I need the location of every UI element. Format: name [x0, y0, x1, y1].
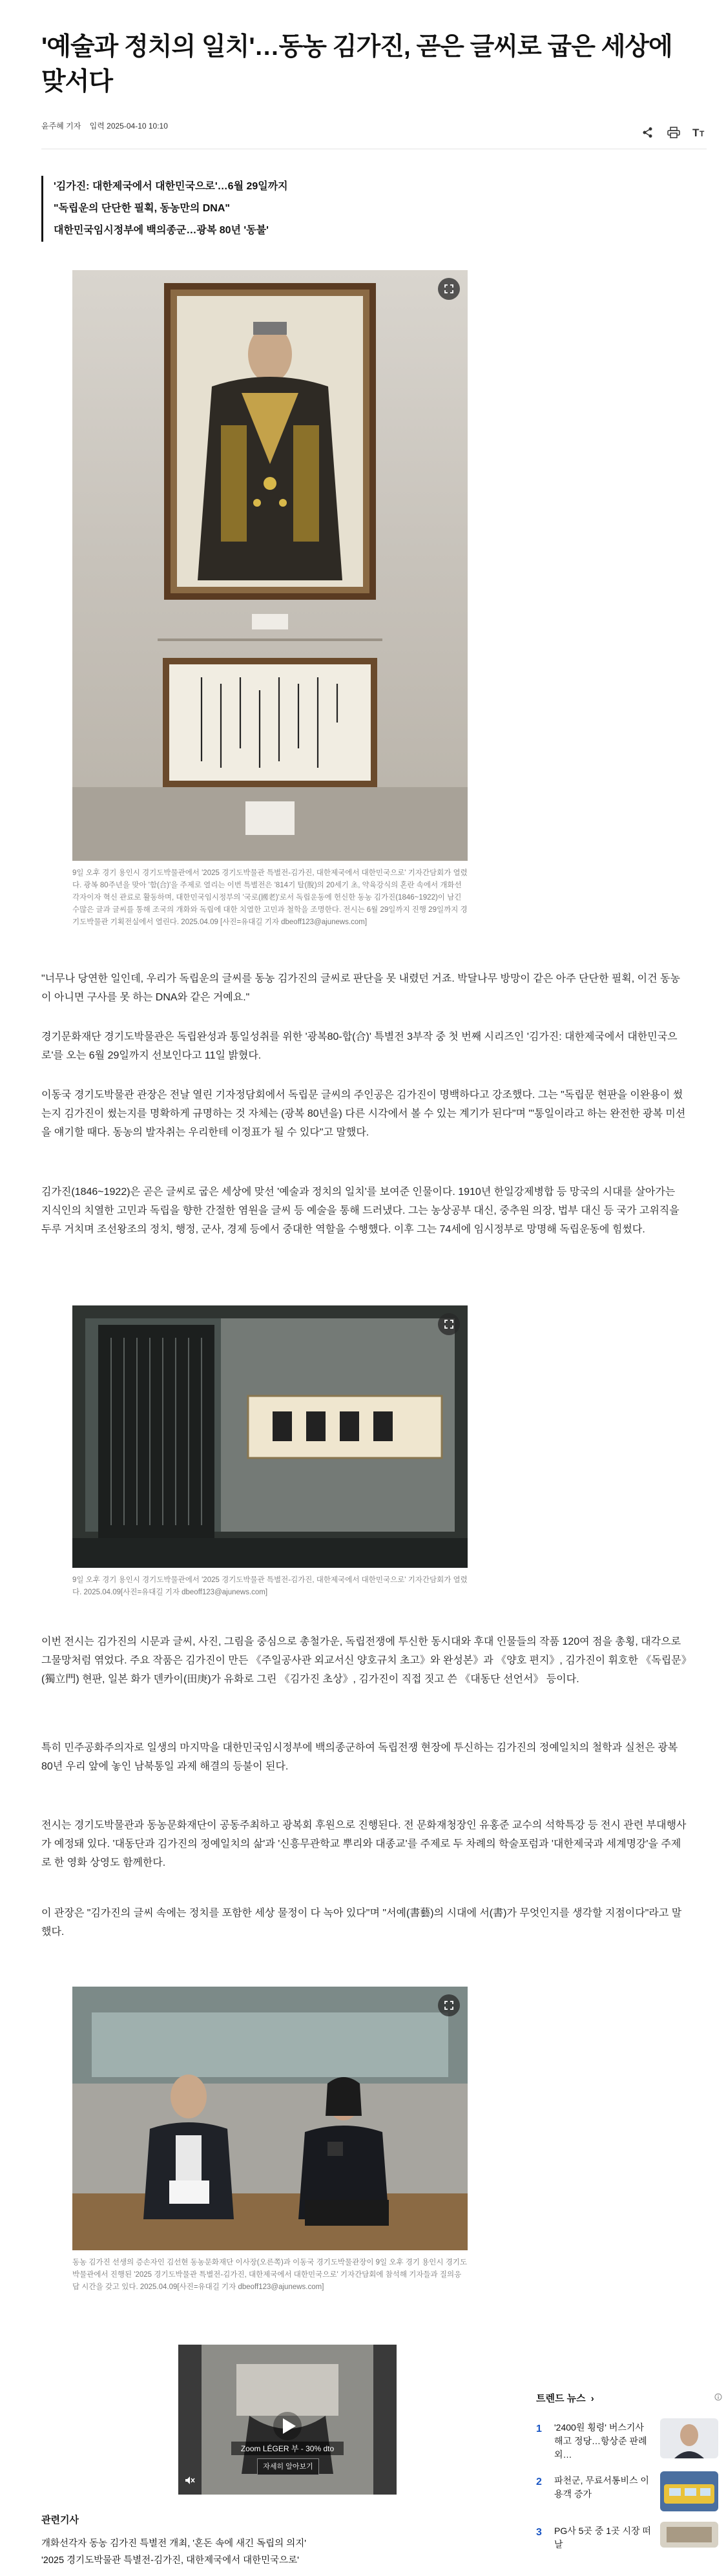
expand-icon[interactable]: [438, 1313, 460, 1335]
article-paragraph: 이동국 경기도박물관 관장은 전날 열린 기자정담회에서 독립문 글씨의 주인공은 김가진이 명백하다고 강조했다. 그는 "독립문 현판을 이완용이 썼는지 김가진이 썼는지를 명확하게 규명하는 것 자체는 (광복 80년을) 다른 시각에서 볼 수 있는 계기가 된다"며 "'통일이라고 하는 완전한 광복 미션을 얘기할 때다. 동농의 발자취는 우리한테 이정표가 될 수 있다"고 말했다.: [41, 1090, 686, 1138]
trend-thumbnail: [660, 2522, 718, 2548]
trend-rank: 2: [536, 2476, 542, 2487]
related-articles-title: 관련기사: [41, 2515, 79, 2526]
article-title: '예술과 정치의 일치'…동농 김가진, 곧은 글씨로 굽은 세상에 맞서다: [41, 33, 672, 96]
calligraphy-exhibit-image: [72, 1305, 468, 1568]
article-paragraph: 특히 민주공화주의자로 일생의 마지막을 대한민국임시정부에 백의종군하여 독립전쟁 현장에 투신하는 김가진의 정예일치의 철학과 실천은 광복 80년 우리 앞에 놓인 남북통일 과제 해결의 등불이 된다.: [41, 1742, 678, 1772]
trend-item[interactable]: [536, 2474, 723, 2526]
trend-rank: 1: [536, 2423, 542, 2434]
article-paragraph: 전시는 경기도박물관과 동농문화재단이 공동주최하고 광복회 후원으로 진행된다. 전 문화재청장인 유홍준 교수의 석학특강 등 전시 관련 부대행사가 예정돼 있다. '대동단과 김가진의 정예일치의 삶'과 '신흥무관학교 뿌리와 대종교'를 주제로 두 차례의 학술포럼과 '대한제국과 세계명강'을 주제로 한 영화 상영도 함께한다.: [41, 1820, 687, 1868]
expand-icon[interactable]: [438, 278, 460, 300]
article-photo[interactable]: [72, 1987, 468, 2250]
mute-icon[interactable]: [185, 2476, 195, 2488]
font-size-icon[interactable]: [692, 125, 707, 140]
article-subheads: [41, 176, 288, 242]
trend-thumbnail: [660, 2418, 718, 2458]
chevron-right-icon: ›: [590, 2393, 594, 2404]
trend-headline: 파천군, 무료서통비스 이용객 증가: [554, 2475, 649, 2499]
trend-thumbnail: [660, 2471, 718, 2511]
article-paragraph: 이번 전시는 김가진의 시문과 글씨, 사진, 그림을 중심으로 총철가운, 독립전쟁에 투신한 동시대와 후대 인물들의 작품 120여 점을 총횡, 대각으로 그물망처럼 엮었다. 주요 작품은 김가진이 만든 《주일공사관 외교서신 양호규치 초고》와 완성본》과 《양호 편지》, 김가진이 휘호한 《독립문》(獨立門) 현판, 일본 화가 덴카이(田庚)가 유화로 그린 《김가진 초상》, 김가진이 직접 짓고 쓴 《대동단 선언서》 등이다.: [41, 1636, 687, 1685]
photo-caption: 9일 오후 경기 용인시 경기도박물관에서 '2025 경기도박물관 특별전-김가진, 대한제국에서 대한민국으로' 기자간담회가 열렸다. 광복 80주년을 맞아 '함(合)'을 주제로 열리는 이번 특별전은 '814기 탈(脫)의 20세기 초, 약육강식의 혼란 속에서 개화선각자이자 혁신 관료로 활동하며, 대한민국임시정부의 '국로(國老)'로서 독립운동에 헌신한 동농 김가진(1846~1922)이 남긴 수많은 글과 글씨를 통해 조국의 개화와 독립에 대한 치열한 고민과 철학을 조명한다. 전시는 6월 29일까지 진행 29일까지 경기도박물관 기획전실에서 열린다. 2025.04.09 [사진=유대길 기자 dbeoff123@ajunews.com]: [72, 869, 468, 926]
trend-item[interactable]: [536, 2524, 723, 2576]
article-figure: [72, 1987, 468, 2294]
video-advertisement[interactable]: [178, 2345, 397, 2495]
photo-caption: 동농 김가진 선생의 증손자인 김선현 동농문화재단 이사장(오른쪽)과 이동국 경기도박물관장이 9일 오후 경기 용인시 경기도박물관에서 진행된 '2025 경기도박물관 특별전-김가진, 대한제국에서 대한민국으로' 기자간담회에 참석해 기자들과 질의응답 시간을 갖고 있다. 2025.04.09[사진=유대길 기자 dbeoff123@ajunews.com]: [72, 2259, 468, 2291]
article-toolbar: [641, 125, 707, 140]
trend-headline: '2400원 횡령' 버스기사 해고 정당…항상준 판례외…: [554, 2422, 647, 2460]
svg-text:T: T: [692, 127, 700, 138]
article-figure: [72, 270, 468, 929]
article-photo[interactable]: [72, 1305, 468, 1568]
article-paragraph: 경기문화재단 경기도박물관은 독립완성과 통일성취를 위한 '광복80-합(合)' 특별전 3부작 중 첫 번째 시리즈인 '김가진: 대한제국에서 대한민국으로'를 오는 6월 29일까지 선보인다고 11일 밝혔다.: [41, 1031, 678, 1061]
article-paragraph: 이 관장은 "김가진의 글씨 속에는 정치를 포함한 세상 물정이 다 녹아 있다"며 "서예(書藝)의 시대에 서(書)가 무엇인지를 생각할 지점이다"라고 말했다.: [41, 1908, 682, 1937]
article-figure: [72, 1305, 468, 1599]
ad-cta-button[interactable]: 자세히 알아보기: [257, 2458, 319, 2475]
subhead: 대한민국임시정부에 백의종군…광복 80년 '동불': [54, 225, 269, 236]
share-icon[interactable]: [641, 125, 655, 140]
trend-headline: PG사 5곳 중 1곳 시장 떠날: [554, 2526, 651, 2550]
article-paragraph: "너무나 당연한 일인데, 우리가 독립운의 글씨를 동농 김가진의 글씨로 판단을 못 내렸던 거죠. 박달나무 방망이 같은 아주 단단한 필획, 이건 동농이 아니면 구사를 못 하는 DNA와 같은 거예요.": [41, 973, 680, 1003]
press-conference-image: [72, 1987, 468, 2250]
related-article-link[interactable]: '2025 경기도박물관 특별전-김가진, 대한제국에서 대한민국으로': [41, 2555, 299, 2566]
expand-icon[interactable]: [438, 1994, 460, 2016]
trend-item[interactable]: [536, 2421, 723, 2473]
trend-news-title[interactable]: [536, 2391, 723, 2405]
info-icon[interactable]: [714, 2392, 722, 2404]
print-icon[interactable]: [667, 125, 681, 140]
subhead: "독립운의 단단한 필획, 동농만의 DNA": [54, 203, 230, 214]
ad-overlay-text: Zoom LÉGER 부 - 30% dto: [231, 2442, 344, 2455]
related-article-link[interactable]: 개화선각자 동농 김가진 특별전 개최, '혼돈 속에 새긴 독립의 의지': [41, 2539, 307, 2549]
article-meta: [41, 120, 174, 131]
trend-news-panel: [536, 2391, 723, 2550]
trend-rank: 3: [536, 2527, 542, 2538]
trend-news-title-text: 트렌드 뉴스: [536, 2393, 586, 2404]
subhead: '김가진: 대한제국에서 대한민국으로'…6월 29일까지: [54, 181, 288, 192]
article-photo[interactable]: [72, 270, 468, 861]
publish-date: 입력 2025-04-10 10:10: [89, 121, 168, 131]
photo-caption: 9일 오후 경기 용인시 경기도박물관에서 '2025 경기도박물관 특별전-김가진, 대한제국에서 대한민국으로' 기자간담회가 열렸다. 2025.04.09[사진=유대길 기자 dbeoff123@ajunews.com]: [72, 1576, 468, 1596]
article-paragraph: 김가진(1846~1922)은 곧은 글씨로 굽은 세상에 맞선 '예술과 정치의 일치'를 보여준 인물이다. 1910년 한일강제병합 등 망국의 시대를 살아가는 지식인의 치열한 고민과 독립을 향한 간절한 염원을 글씨 등 예술을 통해 드러냈다. 그는 농상공부 대신, 중추원 의장, 법부 대신 등 국가 고위직을 두루 거치며 조선왕조의 정치, 행정, 군사, 경제 등에서 중대한 역할을 수행했다. 이후 그는 74세에 임시정부로 망명해 독립운동에 힘썼다.: [41, 1187, 679, 1235]
reporter-name[interactable]: 윤주혜 기자: [41, 121, 81, 131]
related-articles: [41, 2513, 493, 2569]
svg-text:T: T: [700, 129, 705, 138]
portrait-exhibit-image: [72, 270, 468, 861]
